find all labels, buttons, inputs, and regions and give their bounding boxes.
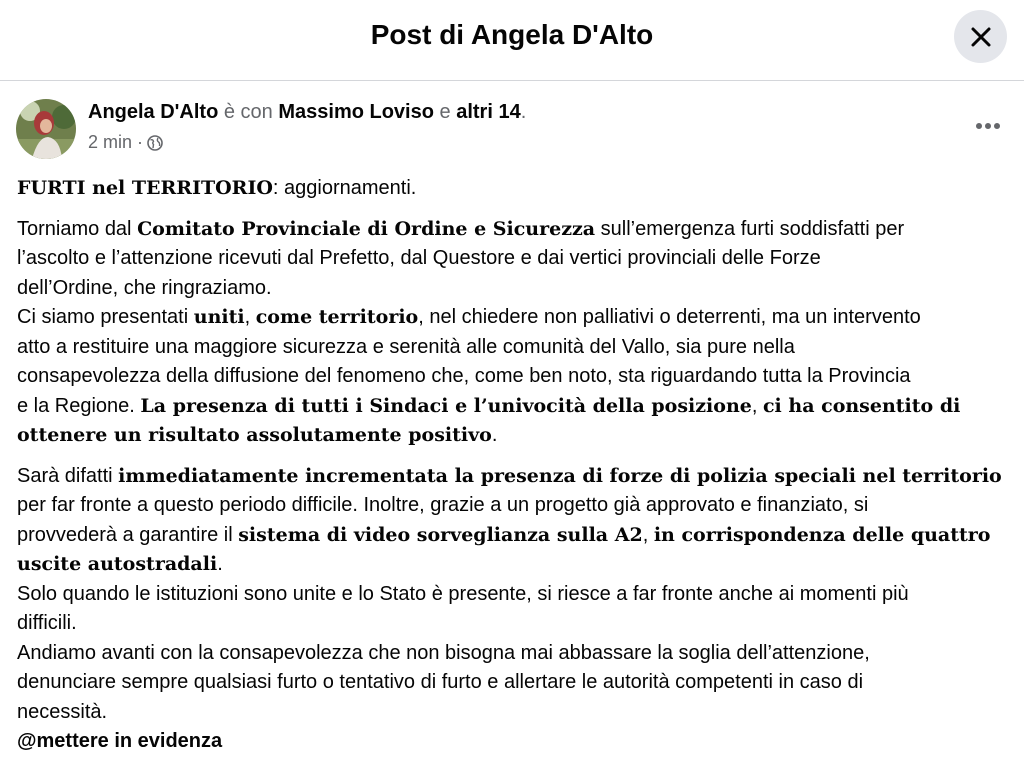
- text-segment: Torniamo dal: [17, 217, 138, 240]
- period-text: .: [520, 101, 527, 123]
- post-text-line: [17, 491, 1017, 521]
- text-segment: consapevolezza della diffusione del fenomeno che, come ben noto, sta riguardando tutta la Provincia: [17, 365, 911, 387]
- meta-separator: ·: [137, 132, 144, 152]
- bold-text: uniti: [193, 306, 245, 328]
- text-segment: dell’Ordine, che ringraziamo.: [17, 276, 272, 299]
- bold-text: come territorio: [255, 306, 419, 328]
- and-text: e: [433, 101, 457, 123]
- text-segment: : aggiornamenti.: [272, 177, 417, 199]
- post-dialog-header: [0, 0, 1024, 81]
- text-segment: ,: [244, 306, 256, 328]
- paragraph-gap: [17, 204, 1017, 215]
- tagged-person[interactable]: Massimo Loviso: [278, 101, 434, 123]
- text-segment: Andiamo avanti con la consapevolezza che non bisogna mai abbassare la soglia dell’attenzione,: [17, 641, 870, 664]
- post-text-line: [17, 580, 1017, 610]
- text-segment: Ci siamo presentati: [17, 306, 194, 328]
- post-text-line: [17, 392, 1017, 422]
- post-text-line: [17, 362, 1017, 392]
- post-text-line: [17, 668, 1017, 698]
- author-name[interactable]: Angela D'Alto: [88, 101, 219, 123]
- post-meta: [88, 132, 163, 153]
- text-segment: provvederà a garantire il: [17, 523, 239, 546]
- bold-text: in corrispondenza delle quattro: [653, 523, 991, 546]
- post-text-line: [17, 215, 1017, 245]
- bold-text: Comitato Provinciale di Ordine e Sicurezza: [137, 217, 596, 240]
- text-segment: .: [491, 424, 498, 446]
- avatar-photo: [16, 99, 76, 159]
- dialog-title: Post di Angela D'Alto: [370, 19, 654, 50]
- text-segment: per far fronte a questo periodo difficile. Inoltre, grazie a un progetto già approvato e finanziato, si: [17, 494, 869, 516]
- post-text-line: [17, 521, 1017, 551]
- bold-text: ci ha consentito di: [762, 394, 961, 417]
- bold-text: uscite autostradali: [17, 553, 218, 575]
- text-segment: ,: [751, 394, 763, 417]
- mention-link[interactable]: @mettere in evidenza: [17, 730, 223, 752]
- text-segment: , nel chiedere non palliativi o deterrenti, ma un intervento: [418, 306, 921, 328]
- close-button[interactable]: [954, 10, 1007, 63]
- bold-text: La presenza di tutti i Sindaci e l’univocità della posizione: [140, 394, 752, 417]
- text-segment: Sarà difatti: [17, 464, 119, 487]
- others-link[interactable]: altri 14: [456, 101, 521, 123]
- post-text-line: [17, 727, 1017, 757]
- bold-text: sistema di video sorveglianza sulla A2: [238, 523, 643, 546]
- globe-icon[interactable]: [147, 135, 163, 151]
- post-text-line: [17, 462, 1017, 492]
- author-line: [88, 101, 526, 124]
- text-segment: difficili.: [17, 612, 77, 634]
- avatar[interactable]: [16, 99, 76, 159]
- with-text: è con: [218, 101, 279, 123]
- more-dots-icon: [975, 122, 1001, 130]
- paragraph-gap: [17, 451, 1017, 462]
- text-segment: atto a restituire una maggiore sicurezza e serenità alle comunità del Vallo, sia pure nella: [17, 335, 795, 358]
- post-body: [17, 174, 1017, 757]
- text-segment: l’ascolto e l’attenzione ricevuti dal Prefetto, dal Questore e dai vertici provinciali delle Forze: [17, 247, 821, 269]
- text-segment: necessità.: [17, 700, 108, 723]
- more-options-button[interactable]: [968, 112, 1008, 140]
- post-time[interactable]: 2 min: [88, 132, 133, 152]
- post-text-line: [17, 303, 1017, 333]
- text-segment: denunciare sempre qualsiasi furto o tentativo di furto e allertare le autorità competenti in caso di: [17, 671, 864, 693]
- post-text-line: [17, 550, 1017, 580]
- text-segment: e la Regione.: [17, 394, 141, 417]
- post-text-line: [17, 244, 1017, 274]
- text-segment: sull’emergenza furti soddisfatti per: [595, 217, 905, 240]
- post-text-line: [17, 274, 1017, 304]
- bold-text: immediatamente incrementata la presenza di forze di polizia speciali nel territorio: [118, 464, 1002, 487]
- text-segment: Solo quando le istituzioni sono unite e lo Stato è presente, si riesce a far fronte anche ai momenti più: [17, 582, 909, 605]
- post-text-line: [17, 421, 1017, 451]
- post-text-line: [17, 174, 1017, 204]
- bold-text: ottenere un risultato assolutamente positivo: [17, 424, 492, 446]
- post-text-line: [17, 698, 1017, 728]
- bold-text: FURTI nel TERRITORIO: [17, 177, 273, 199]
- post-text-line: [17, 609, 1017, 639]
- text-segment: ,: [642, 523, 654, 546]
- post-text-line: [17, 639, 1017, 669]
- close-icon: [970, 26, 992, 48]
- text-segment: .: [217, 553, 223, 575]
- post-text-line: [17, 333, 1017, 363]
